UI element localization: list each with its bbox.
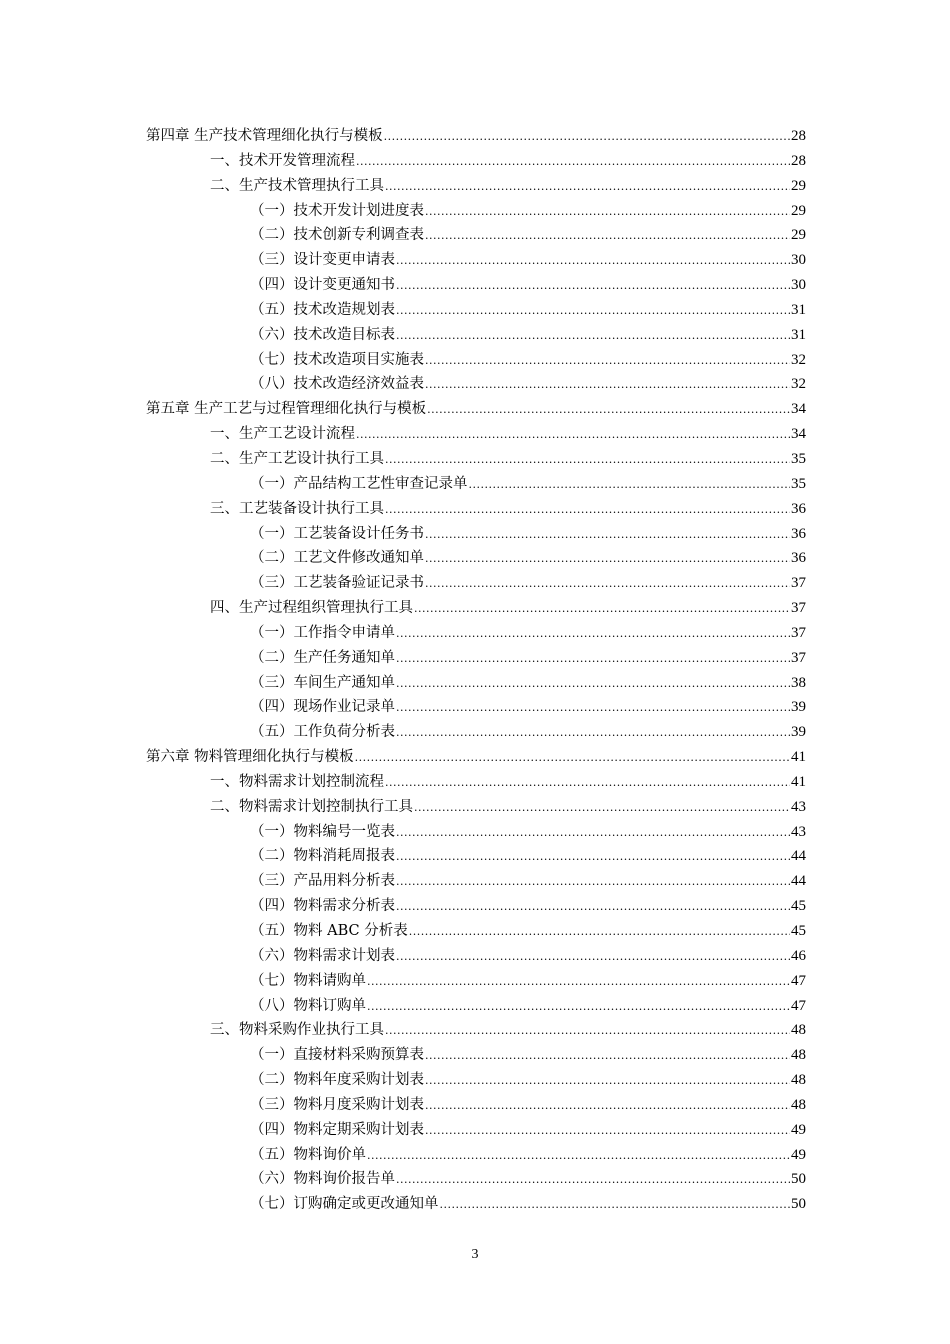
toc-dot-leader bbox=[396, 721, 790, 746]
toc-dot-leader bbox=[396, 274, 790, 299]
toc-entry-page: 44 bbox=[791, 848, 806, 865]
toc-subsection-entry[interactable] bbox=[146, 522, 806, 547]
toc-dot-leader bbox=[425, 1044, 790, 1069]
toc-entry-title: （二）工艺文件修改通知单 bbox=[250, 550, 424, 567]
toc-dot-leader bbox=[396, 945, 790, 970]
toc-subsection-entry[interactable] bbox=[146, 472, 806, 497]
toc-section-entry[interactable] bbox=[146, 770, 806, 795]
toc-entry-page: 47 bbox=[791, 972, 806, 989]
toc-section-entry[interactable] bbox=[146, 149, 806, 174]
toc-entry-title: （四）物料定期采购计划表 bbox=[250, 1121, 424, 1138]
toc-subsection-entry[interactable] bbox=[146, 1192, 806, 1217]
table-of-contents bbox=[146, 124, 806, 1217]
toc-entry-page: 48 bbox=[791, 1072, 806, 1089]
toc-dot-leader bbox=[425, 1119, 790, 1144]
toc-entry-page: 28 bbox=[791, 152, 806, 169]
toc-subsection-entry[interactable] bbox=[146, 1118, 806, 1143]
toc-entry-title: 一、物料需求计划控制流程 bbox=[210, 773, 384, 790]
toc-entry-title: （八）技术改造经济效益表 bbox=[250, 376, 424, 393]
toc-dot-leader bbox=[385, 1019, 790, 1044]
toc-subsection-entry[interactable] bbox=[146, 919, 806, 944]
toc-dot-leader bbox=[396, 895, 790, 920]
toc-section-entry[interactable] bbox=[146, 795, 806, 820]
toc-entry-title: （五）物料询价单 bbox=[250, 1146, 366, 1163]
toc-dot-leader bbox=[385, 448, 790, 473]
toc-entry-page: 36 bbox=[791, 550, 806, 567]
toc-subsection-entry[interactable] bbox=[146, 571, 806, 596]
toc-dot-leader bbox=[385, 498, 790, 523]
toc-dot-leader bbox=[396, 696, 790, 721]
toc-section-entry[interactable] bbox=[146, 596, 806, 621]
toc-entry-page: 48 bbox=[791, 1047, 806, 1064]
toc-dot-leader bbox=[396, 870, 790, 895]
toc-entry-title: 四、生产过程组织管理执行工具 bbox=[210, 600, 413, 617]
toc-entry-page: 48 bbox=[791, 1022, 806, 1039]
toc-entry-page: 37 bbox=[791, 649, 806, 666]
toc-dot-leader bbox=[425, 1094, 790, 1119]
toc-entry-page: 32 bbox=[791, 376, 806, 393]
toc-dot-leader bbox=[425, 224, 790, 249]
toc-entry-page: 50 bbox=[791, 1171, 806, 1188]
toc-entry-page: 28 bbox=[791, 128, 806, 144]
toc-entry-page: 43 bbox=[791, 823, 806, 840]
toc-subsection-entry[interactable] bbox=[146, 820, 806, 845]
toc-entry-page: 31 bbox=[791, 301, 806, 318]
toc-entry-title: （一）物料编号一览表 bbox=[250, 823, 395, 840]
toc-subsection-entry[interactable] bbox=[146, 199, 806, 224]
toc-dot-leader bbox=[356, 150, 790, 175]
toc-section-entry[interactable] bbox=[146, 447, 806, 472]
toc-dot-leader bbox=[425, 572, 790, 597]
toc-dot-leader bbox=[367, 1144, 790, 1169]
toc-dot-leader bbox=[425, 349, 790, 374]
toc-dot-leader bbox=[414, 597, 790, 622]
toc-subsection-entry[interactable] bbox=[146, 969, 806, 994]
toc-subsection-entry[interactable] bbox=[146, 944, 806, 969]
toc-entry-title: （三）车间生产通知单 bbox=[250, 674, 395, 691]
toc-entry-title: 第五章 生产工艺与过程管理细化执行与模板 bbox=[146, 401, 427, 418]
toc-entry-title: 一、技术开发管理流程 bbox=[210, 152, 355, 169]
toc-subsection-entry[interactable] bbox=[146, 994, 806, 1019]
toc-subsection-entry[interactable] bbox=[146, 646, 806, 671]
toc-subsection-entry[interactable] bbox=[146, 720, 806, 745]
toc-entry-page: 46 bbox=[791, 947, 806, 964]
toc-entry-title: （五）工作负荷分析表 bbox=[250, 724, 395, 741]
toc-entry-page: 48 bbox=[791, 1096, 806, 1113]
toc-dot-leader bbox=[396, 324, 790, 349]
toc-dot-leader bbox=[440, 1193, 791, 1218]
toc-entry-title: 三、物料采购作业执行工具 bbox=[210, 1022, 384, 1039]
toc-entry-title: （三）工艺装备验证记录书 bbox=[250, 575, 424, 592]
toc-chapter-entry[interactable] bbox=[146, 124, 806, 149]
toc-dot-leader bbox=[427, 398, 790, 423]
toc-entry-title: （三）物料月度采购计划表 bbox=[250, 1096, 424, 1113]
toc-entry-page: 39 bbox=[791, 699, 806, 716]
toc-section-entry[interactable] bbox=[146, 497, 806, 522]
toc-entry-title: （三）产品用料分析表 bbox=[250, 873, 395, 890]
toc-entry-title: （二）物料年度采购计划表 bbox=[250, 1072, 424, 1089]
toc-section-entry[interactable] bbox=[146, 422, 806, 447]
toc-entry-title: （七）订购确定或更改通知单 bbox=[250, 1196, 439, 1213]
toc-dot-leader bbox=[367, 970, 790, 995]
toc-entry-page: 49 bbox=[791, 1146, 806, 1163]
toc-dot-leader bbox=[385, 175, 790, 200]
toc-entry-page: 37 bbox=[791, 600, 806, 617]
toc-entry-title: 二、生产工艺设计执行工具 bbox=[210, 450, 384, 467]
page-number: 3 bbox=[471, 1247, 479, 1262]
toc-dot-leader bbox=[396, 622, 790, 647]
toc-entry-title: 第六章 物料管理细化执行与模板 bbox=[146, 749, 354, 766]
toc-entry-page: 45 bbox=[791, 923, 806, 939]
toc-dot-leader bbox=[409, 920, 790, 945]
toc-entry-page: 30 bbox=[791, 277, 806, 294]
toc-entry-title: （五）技术改造规划表 bbox=[250, 301, 395, 318]
toc-dot-leader bbox=[425, 1069, 790, 1094]
toc-subsection-entry[interactable] bbox=[146, 695, 806, 720]
toc-entry-title: 二、生产技术管理执行工具 bbox=[210, 177, 384, 194]
toc-chapter-entry[interactable] bbox=[146, 397, 806, 422]
toc-dot-leader bbox=[414, 796, 790, 821]
toc-subsection-entry[interactable] bbox=[146, 1068, 806, 1093]
toc-dot-leader bbox=[385, 771, 790, 796]
toc-subsection-entry[interactable] bbox=[146, 1093, 806, 1118]
toc-chapter-entry[interactable] bbox=[146, 745, 806, 770]
toc-entry-title: （六）物料询价报告单 bbox=[250, 1171, 395, 1188]
toc-entry-page: 50 bbox=[791, 1196, 806, 1213]
toc-subsection-entry[interactable] bbox=[146, 546, 806, 571]
toc-entry-page: 38 bbox=[791, 674, 806, 691]
toc-entry-title: （四）设计变更通知书 bbox=[250, 277, 395, 294]
toc-subsection-entry[interactable] bbox=[146, 869, 806, 894]
toc-entry-title: （一）技术开发计划进度表 bbox=[250, 202, 424, 219]
toc-entry-page: 36 bbox=[791, 525, 806, 542]
toc-entry-title: （七）物料请购单 bbox=[250, 972, 366, 989]
toc-dot-leader bbox=[355, 746, 790, 771]
toc-entry-page: 29 bbox=[791, 177, 806, 194]
toc-entry-title: （一）产品结构工艺性审查记录单 bbox=[250, 475, 468, 492]
toc-entry-page: 45 bbox=[791, 898, 806, 915]
toc-dot-leader bbox=[396, 1168, 790, 1193]
toc-entry-page: 35 bbox=[791, 475, 806, 492]
toc-dot-leader bbox=[425, 373, 790, 398]
toc-entry-page: 44 bbox=[791, 873, 806, 890]
toc-entry-title: （七）技术改造项目实施表 bbox=[250, 351, 424, 368]
toc-subsection-entry[interactable] bbox=[146, 273, 806, 298]
toc-dot-leader bbox=[469, 473, 791, 498]
toc-entry-title: 二、物料需求计划控制执行工具 bbox=[210, 798, 413, 815]
toc-subsection-entry[interactable] bbox=[146, 621, 806, 646]
toc-entry-page: 43 bbox=[791, 798, 806, 815]
toc-dot-leader bbox=[425, 523, 790, 548]
toc-entry-title: （四）物料需求分析表 bbox=[250, 898, 395, 915]
toc-subsection-entry[interactable] bbox=[146, 298, 806, 323]
toc-entry-page: 37 bbox=[791, 575, 806, 592]
toc-section-entry[interactable] bbox=[146, 174, 806, 199]
toc-entry-title: 三、工艺装备设计执行工具 bbox=[210, 500, 384, 517]
toc-entry-page: 36 bbox=[791, 500, 806, 517]
toc-entry-title: （一）工艺装备设计任务书 bbox=[250, 525, 424, 542]
toc-subsection-entry[interactable] bbox=[146, 248, 806, 273]
toc-dot-leader bbox=[367, 995, 790, 1020]
toc-entry-title: （八）物料订购单 bbox=[250, 997, 366, 1014]
toc-dot-leader bbox=[396, 845, 790, 870]
toc-entry-page: 32 bbox=[791, 351, 806, 368]
toc-subsection-entry[interactable] bbox=[146, 1143, 806, 1168]
toc-entry-title: （六）技术改造目标表 bbox=[250, 326, 395, 343]
toc-section-entry[interactable] bbox=[146, 1018, 806, 1043]
toc-entry-title: （三）设计变更申请表 bbox=[250, 252, 395, 269]
toc-dot-leader bbox=[396, 821, 790, 846]
toc-subsection-entry[interactable] bbox=[146, 1043, 806, 1068]
toc-subsection-entry[interactable] bbox=[146, 844, 806, 869]
toc-entry-page: 30 bbox=[791, 252, 806, 269]
toc-entry-title: （二）技术创新专利调查表 bbox=[250, 227, 424, 244]
toc-entry-page: 31 bbox=[791, 326, 806, 343]
toc-subsection-entry[interactable] bbox=[146, 323, 806, 348]
toc-subsection-entry[interactable] bbox=[146, 223, 806, 248]
toc-entry-title: 第四章 生产技术管理细化执行与模板 bbox=[146, 128, 383, 144]
toc-subsection-entry[interactable] bbox=[146, 348, 806, 373]
toc-entry-title: （二）生产任务通知单 bbox=[250, 649, 395, 666]
toc-entry-page: 39 bbox=[791, 724, 806, 741]
toc-subsection-entry[interactable] bbox=[146, 372, 806, 397]
toc-entry-page: 29 bbox=[791, 227, 806, 244]
toc-entry-title: 一、生产工艺设计流程 bbox=[210, 426, 355, 443]
toc-entry-page: 41 bbox=[791, 773, 806, 790]
toc-dot-leader bbox=[396, 249, 790, 274]
toc-dot-leader bbox=[425, 547, 790, 572]
toc-entry-title: （五）物料 ABC 分析表 bbox=[250, 923, 408, 939]
toc-dot-leader bbox=[425, 200, 790, 225]
toc-entry-title: （四）现场作业记录单 bbox=[250, 699, 395, 716]
toc-dot-leader bbox=[396, 299, 790, 324]
toc-entry-title: （六）物料需求计划表 bbox=[250, 947, 395, 964]
toc-dot-leader bbox=[396, 647, 790, 672]
toc-subsection-entry[interactable] bbox=[146, 671, 806, 696]
toc-subsection-entry[interactable] bbox=[146, 894, 806, 919]
toc-entry-title: （一）直接材料采购预算表 bbox=[250, 1047, 424, 1064]
toc-entry-page: 29 bbox=[791, 202, 806, 219]
toc-entry-page: 35 bbox=[791, 450, 806, 467]
toc-dot-leader bbox=[384, 125, 790, 150]
toc-entry-page: 34 bbox=[791, 426, 806, 443]
toc-entry-page: 41 bbox=[791, 749, 806, 766]
toc-entry-title: （一）工作指令申请单 bbox=[250, 624, 395, 641]
toc-entry-page: 37 bbox=[791, 624, 806, 641]
toc-entry-page: 49 bbox=[791, 1121, 806, 1138]
toc-subsection-entry[interactable] bbox=[146, 1167, 806, 1192]
toc-dot-leader bbox=[356, 423, 790, 448]
toc-entry-page: 34 bbox=[791, 401, 806, 418]
toc-dot-leader bbox=[396, 672, 790, 697]
toc-entry-title: （二）物料消耗周报表 bbox=[250, 848, 395, 865]
toc-entry-page: 47 bbox=[791, 997, 806, 1014]
